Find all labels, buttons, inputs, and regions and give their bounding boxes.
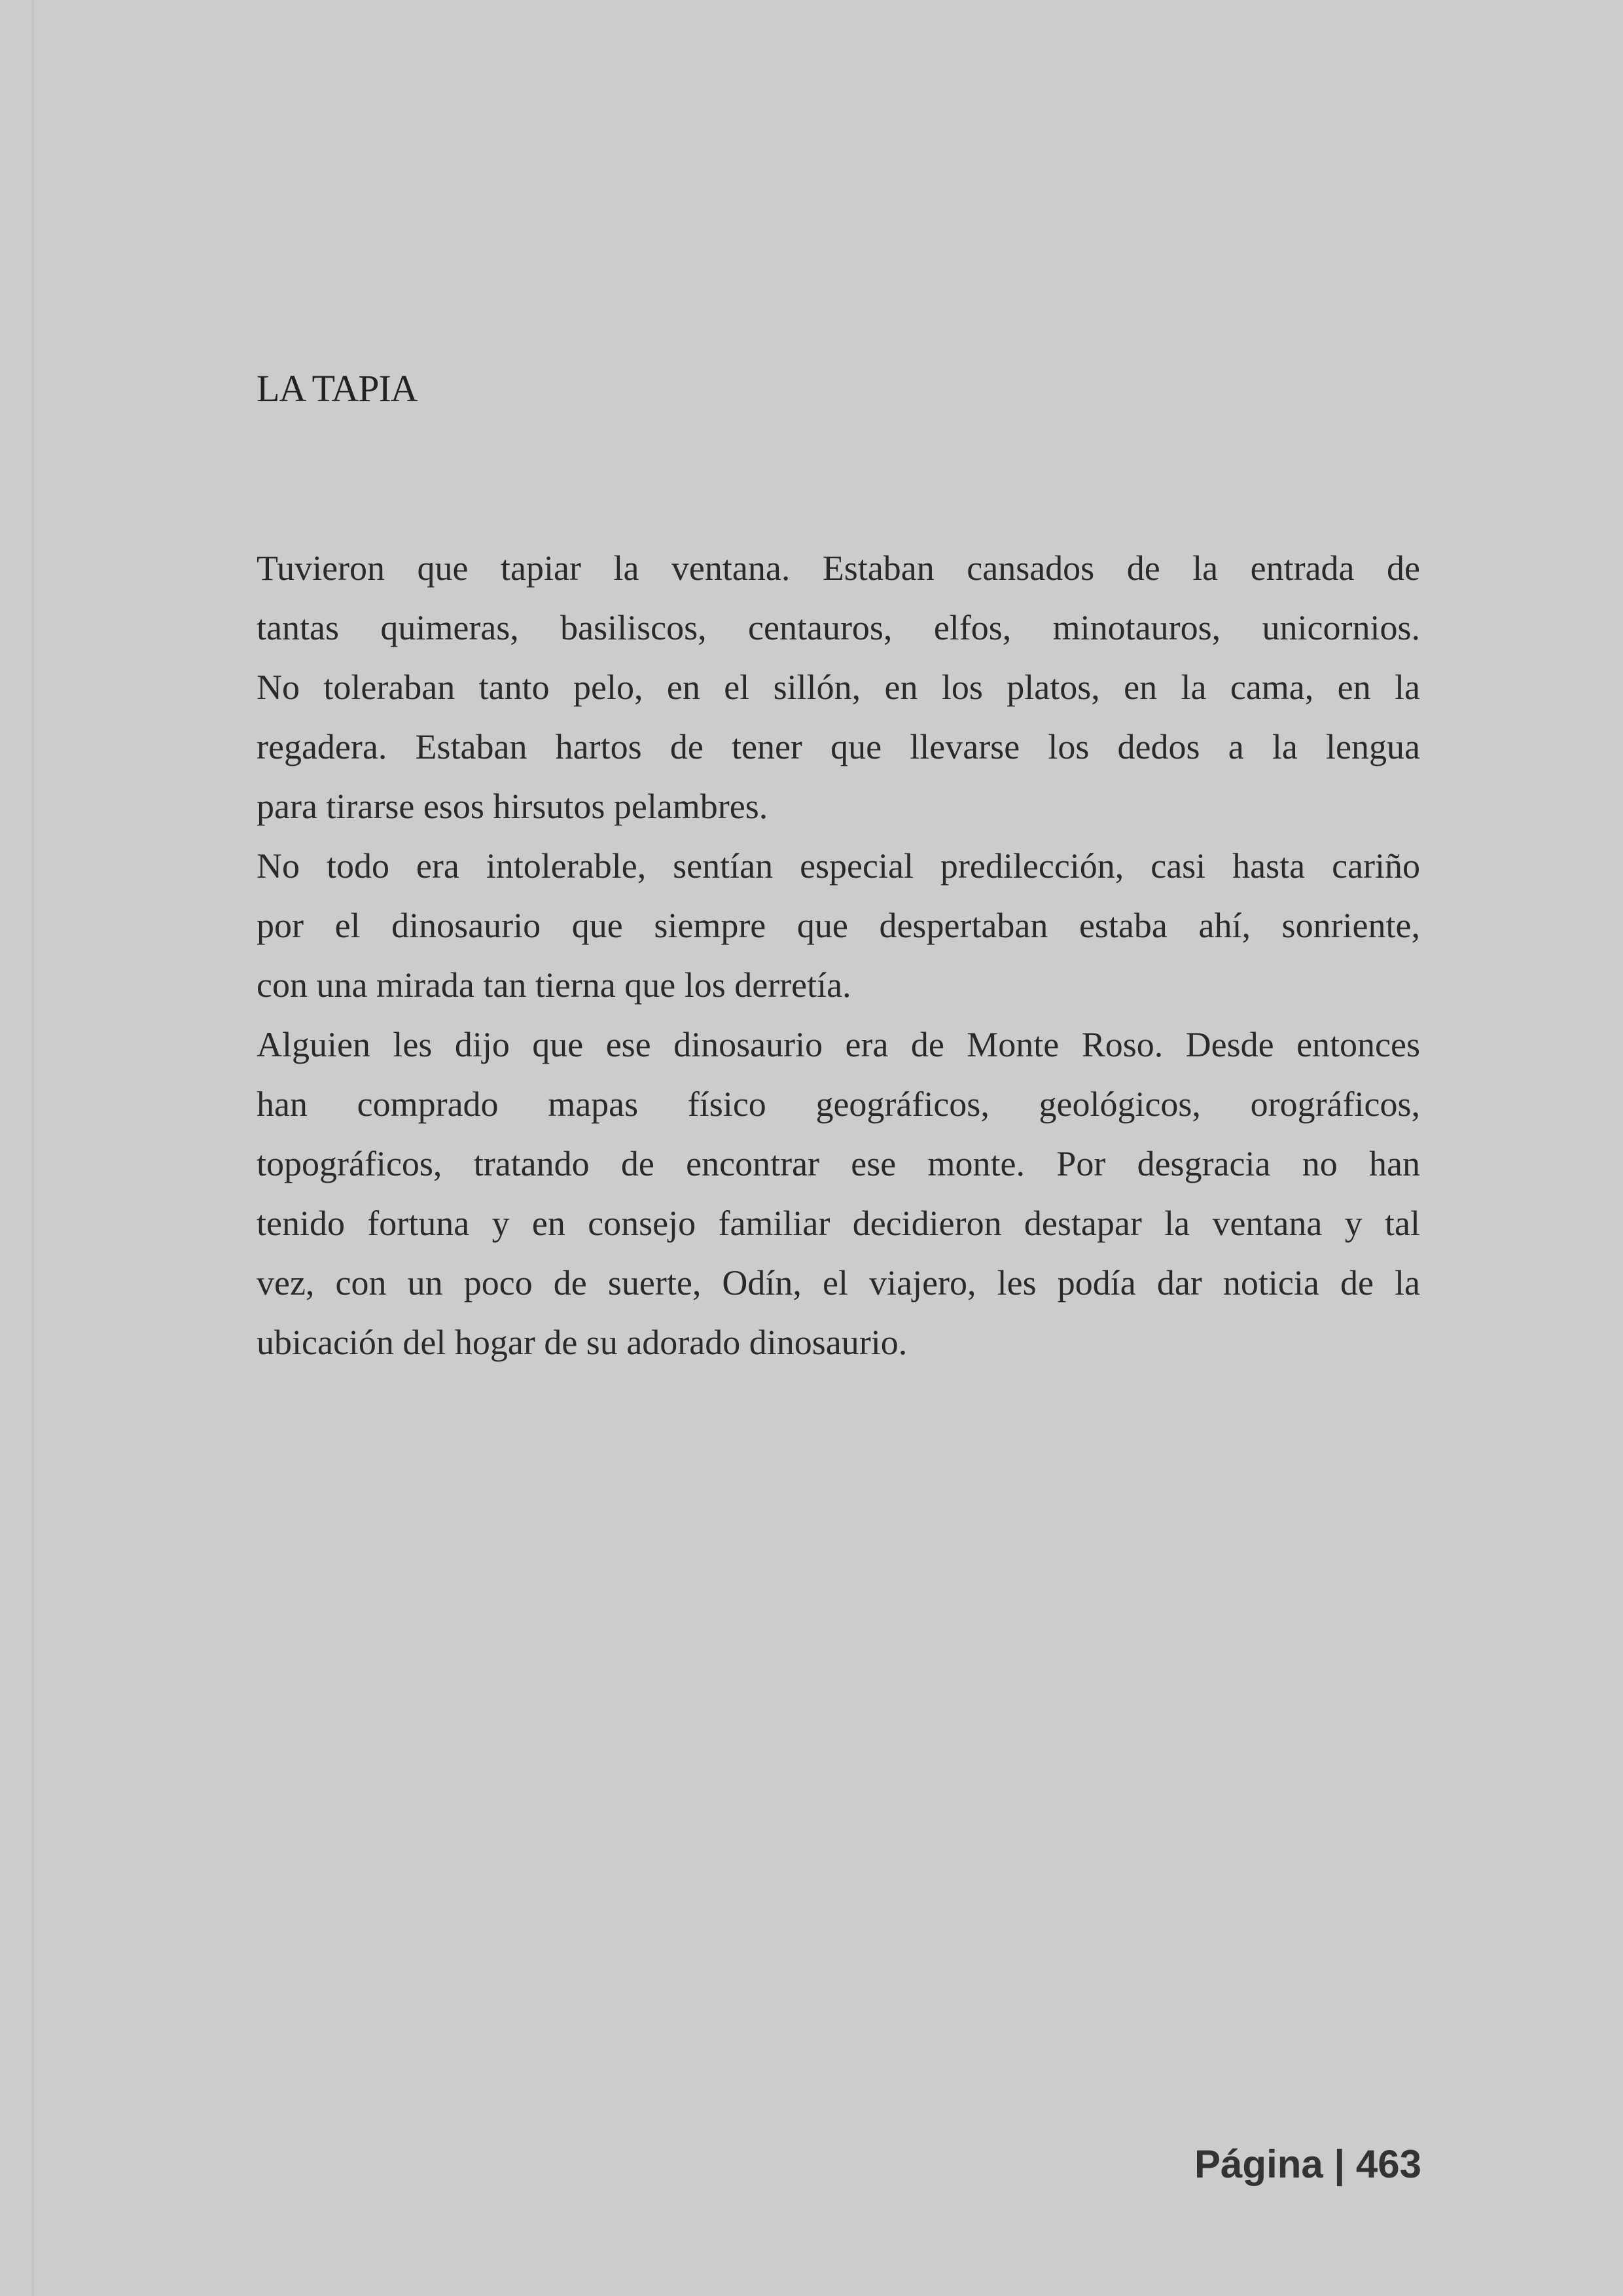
page-edge [31,0,34,2296]
text-line: para tirarse esos hirsutos pelambres. [257,787,768,826]
text-line: tenido fortuna y en consejo familiar decidieron destapar la ventana y tal [257,1204,1420,1243]
text-line: Tuvieron que tapiar la ventana. Estaban cansados de la entrada de [257,548,1420,588]
text-line: No todo era intolerable, sentían especial predilección, casi hasta cariño [257,846,1420,886]
text-line: topográficos, tratando de encontrar ese monte. Por desgracia no han [257,1144,1420,1183]
text-line: ubicación del hogar de su adorado dinosaurio. [257,1323,908,1362]
story-title: LA TAPIA [257,367,418,410]
story-body [257,539,1420,1372]
text-line: con una mirada tan tierna que los derretía. [257,965,851,1005]
text-line: regadera. Estaban hartos de tener que llevarse los dedos a la lengua [257,727,1420,766]
text-line: han comprado mapas físico geográficos, geológicos, orográficos, [257,1085,1420,1124]
text-line: Alguien les dijo que ese dinosaurio era de Monte Roso. Desde entonces [257,1025,1420,1064]
text-line: por el dinosaurio que siempre que despertaban estaba ahí, sonriente, [257,906,1420,945]
text-line: No toleraban tanto pelo, en el sillón, en los platos, en la cama, en la [257,668,1420,707]
text-line: vez, con un poco de suerte, Odín, el viajero, les podía dar noticia de la [257,1263,1420,1302]
text-line: tantas quimeras, basiliscos, centauros, elfos, minotauros, unicornios. [257,608,1420,647]
page-number: Página | 463 [1194,2142,1421,2186]
